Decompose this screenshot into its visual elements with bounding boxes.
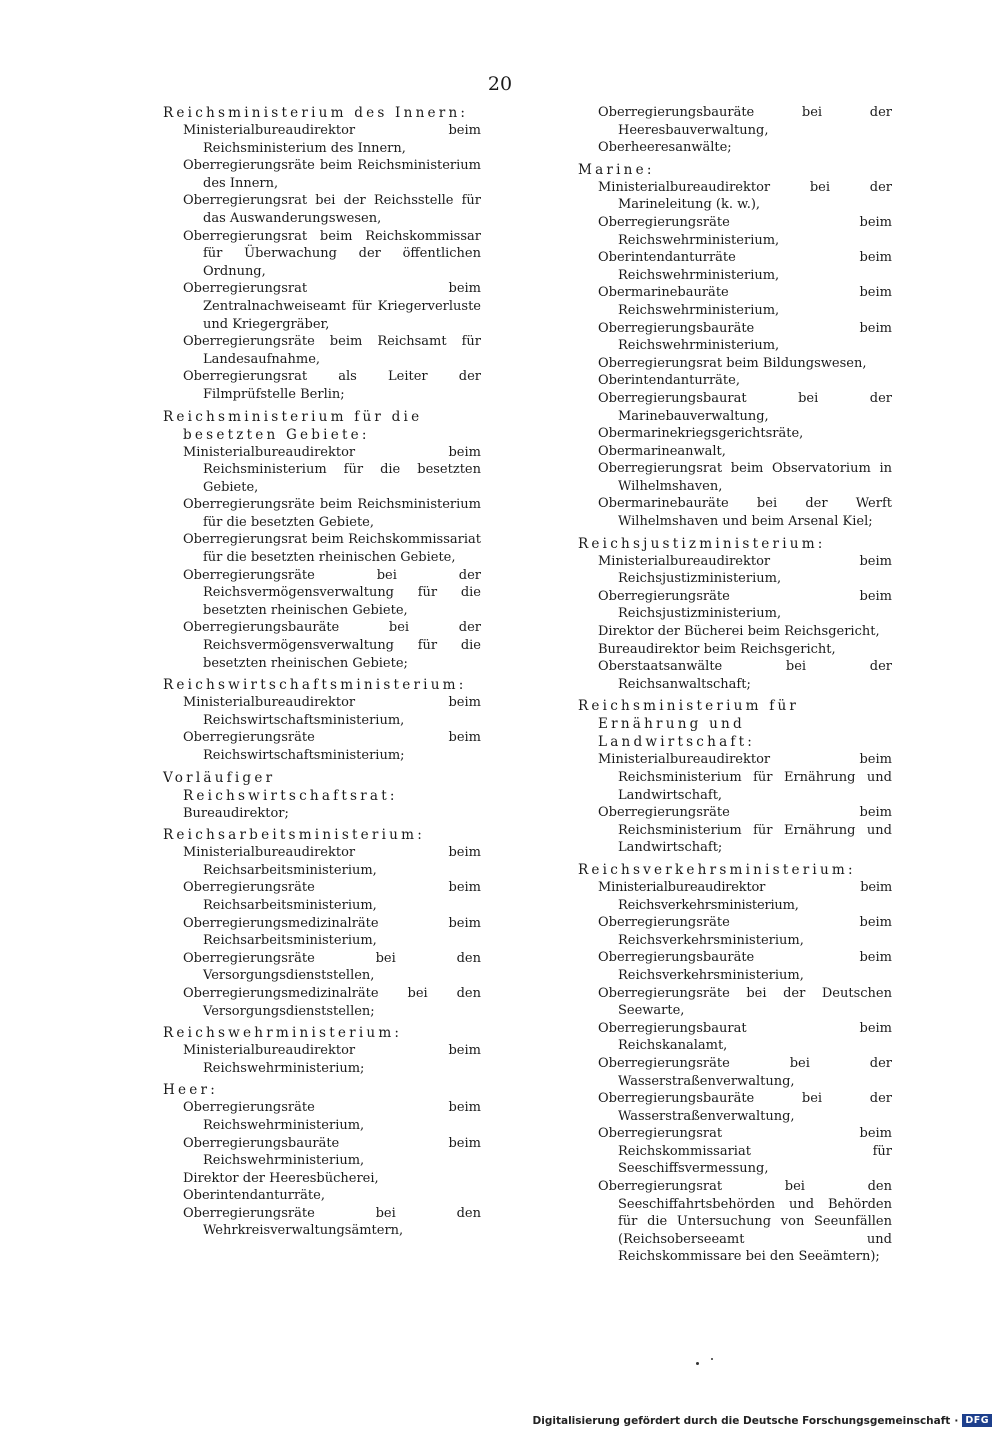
list-item: Oberregierungsräte beim Reichsverkehrsministerium,: [598, 915, 892, 948]
list-item: Obermarinebauräte bei der Werft Wilhelmshaven und beim Arsenal Kiel;: [598, 496, 892, 530]
list-item: Oberstaatsanwälte bei der Reichsanwaltschaft;: [598, 659, 892, 692]
list-item: Oberregierungsrat bei der Reichsstelle für das Auswanderungswesen,: [183, 193, 481, 226]
list-item: Oberregierungsbauräte beim Reichswehrministerium,: [598, 320, 892, 354]
credit-text: Digitalisierung gefördert durch die Deutsche Forschungsgemeinschaft: [532, 1414, 951, 1427]
list-item: Oberregierungsrat beim Zentralnachweiseamt für Kriegerverluste und Kriegergräber,: [183, 281, 481, 332]
list-item: Ministerialbureaudirektor beim Reichsministerium für die besetzten Gebiete,: [183, 444, 481, 495]
list-item: Ministerialbureaudirektor beim Reichsverkehrsministerium,: [598, 879, 892, 913]
section-heading: Reichswehrministerium:: [163, 1025, 403, 1042]
list-item: Oberheeresanwälte;: [598, 140, 732, 156]
list-item: Oberregierungsräte beim Reichswehrministerium,: [598, 214, 892, 248]
list-item: Oberregierungsräte beim Reichsamt für Landesaufnahme,: [183, 334, 481, 367]
list-item: Oberintendanturräte beim Reichswehrministerium,: [598, 250, 892, 283]
list-item: Direktor der Heeresbücherei,: [183, 1170, 379, 1186]
list-item: Direktor der Bücherei beim Reichsgericht,: [598, 624, 880, 640]
section-reichswirtschaftsrat: [163, 769, 481, 823]
section-reichsarbeitsministerium: [163, 826, 481, 1020]
list-item: Oberregierungsrat beim Reichskommissariat für Seeschiffsvermessung,: [598, 1126, 892, 1177]
list-item: Oberregierungsräte bei den Wehrkreisverwaltungsämtern,: [183, 1205, 481, 1239]
section-ernaehrung-landwirtschaft: [578, 697, 892, 857]
list-item: Oberregierungsrat beim Reichskommissar für Überwachung der öffentlichen Ordnung,: [183, 228, 481, 279]
section-reichsverkehrsministerium: [578, 861, 892, 1266]
list-item: Obermarinekriegsgerichtsräte,: [598, 426, 804, 442]
dfg-logo-icon: DFG: [962, 1414, 992, 1427]
list-item: Oberregierungsbauräte bei der Heeresbauverwaltung,: [598, 105, 892, 138]
list-item: Oberregierungsräte bei der Deutschen Seewarte,: [598, 985, 892, 1019]
list-item: Ministerialbureaudirektor beim Reichsministerium des Innern,: [183, 123, 481, 156]
list-item: Oberregierungsräte beim Reichsministerium für Ernährung und Landwirtschaft;: [598, 805, 892, 856]
left-column: [163, 104, 481, 1244]
list-item: Oberregierungsmedizinalräte bei den Versorgungsdienststellen;: [183, 985, 481, 1019]
list-item: Oberregierungsbauräte beim Reichsverkehrsministerium,: [598, 950, 892, 983]
list-item: Ministerialbureaudirektor beim Reichswirtschaftsministerium,: [183, 695, 481, 728]
list-item: Ministerialbureaudirektor beim Reichswehrministerium;: [183, 1043, 481, 1076]
section-heer-continued: [578, 104, 892, 157]
list-item: Bureaudirektor;: [183, 805, 289, 821]
print-speck-decoration: [711, 1358, 713, 1360]
list-item: Bureaudirektor beim Reichsgericht,: [598, 641, 836, 657]
page-number: 20: [487, 73, 513, 95]
list-item: Oberregierungsräte beim Reichsjustizministerium,: [598, 588, 892, 622]
separator-dot: ·: [954, 1414, 959, 1427]
list-item: Obermarinebauräte beim Reichswehrministerium,: [598, 285, 892, 318]
list-item: Oberregierungsräte bei der Wasserstraßenverwaltung,: [598, 1055, 892, 1089]
list-item: Oberregierungsbauräte bei der Wasserstraßenverwaltung,: [598, 1091, 892, 1124]
list-item: Oberregierungsräte beim Reichsarbeitsministerium,: [183, 880, 481, 913]
list-item: Oberregierungsbaurat bei der Marinebauverwaltung,: [598, 390, 892, 424]
section-reichsministerium-innern: [163, 104, 481, 404]
section-reichswirtschaftsministerium: [163, 676, 481, 764]
list-item: Ministerialbureaudirektor beim Reichsarbeitsministerium,: [183, 845, 481, 878]
section-heading: Marine:: [578, 161, 655, 178]
list-item: Oberregierungsräte beim Reichswehrministerium,: [183, 1100, 481, 1133]
section-reichswehrministerium: [163, 1024, 481, 1077]
list-item: Oberregierungsmedizinalräte beim Reichsarbeitsministerium,: [183, 915, 481, 949]
section-heading: Reichsarbeitsministerium:: [163, 827, 426, 844]
list-item: Oberregierungsrat beim Observatorium in Wilhelmshaven,: [598, 461, 892, 494]
section-heading: Reichswirtschaftsministerium:: [163, 677, 467, 694]
section-heading: Reichsministerium des Innern:: [163, 105, 469, 121]
list-item: Oberregierungsräte beim Reichsministerium für die besetzten Gebiete,: [183, 497, 481, 530]
section-besetzte-gebiete: [163, 408, 481, 673]
list-item: Oberregierungsrat beim Reichskommissariat für die besetzten rheinischen Gebiete,: [183, 532, 481, 566]
section-reichsjustizministerium: [578, 535, 892, 694]
list-item: Oberregierungsräte bei der Reichsvermögensverwaltung für die besetzten rheinischen Gebiete,: [183, 567, 481, 618]
list-item: Oberregierungsbauräte bei der Reichsvermögensverwaltung für die besetzten rheinischen Gebiete;: [183, 620, 481, 671]
list-item: Oberregierungsbauräte beim Reichswehrministerium,: [183, 1135, 481, 1169]
section-heading: Reichsjustizministerium:: [578, 535, 826, 552]
list-item: Oberregierungsrat als Leiter der Filmprüfstelle Berlin;: [183, 369, 481, 402]
section-heading: Reichsverkehrsministerium:: [578, 861, 856, 878]
list-item: Oberregierungsräte bei den Versorgungsdienststellen,: [183, 950, 481, 984]
digitization-credit: [533, 1414, 992, 1427]
section-heading: Reichsministerium für Ernährung und Landwirtschaft:: [578, 698, 800, 751]
section-heading: Vorläufiger Reichswirtschaftsrat:: [163, 769, 398, 804]
section-marine: [578, 161, 892, 531]
list-item: Oberregierungsrat bei den Seeschiffahrtsbehörden und Behörden für die Untersuchung von Seeunfällen (Reichsoberseeamt und Reichskommissare bei den Seeämtern);: [598, 1179, 892, 1265]
list-item: Ministerialbureaudirektor beim Reichsministerium für Ernährung und Landwirtschaft,: [598, 752, 892, 803]
list-item: Oberintendanturräte,: [183, 1188, 325, 1204]
list-item: Oberintendanturräte,: [598, 373, 740, 389]
section-heer: [163, 1081, 481, 1240]
right-column: [578, 104, 892, 1270]
list-item: Oberregierungsräte beim Reichswirtschaftsministerium;: [183, 730, 481, 763]
list-item: Obermarineanwalt,: [598, 443, 726, 459]
list-item: Ministerialbureaudirektor bei der Marineleitung (k. w.),: [598, 179, 892, 213]
list-item: Oberregierungsrat beim Bildungswesen,: [598, 355, 867, 371]
list-item: Ministerialbureaudirektor beim Reichsjustizministerium,: [598, 553, 892, 587]
print-speck-decoration: [696, 1362, 699, 1365]
list-item: Oberregierungsbaurat beim Reichskanalamt,: [598, 1020, 892, 1054]
section-heading: Reichsministerium für die besetzten Gebiete:: [163, 408, 423, 443]
list-item: Oberregierungsräte beim Reichsministerium des Innern,: [183, 158, 481, 191]
section-heading: Heer:: [163, 1082, 219, 1099]
